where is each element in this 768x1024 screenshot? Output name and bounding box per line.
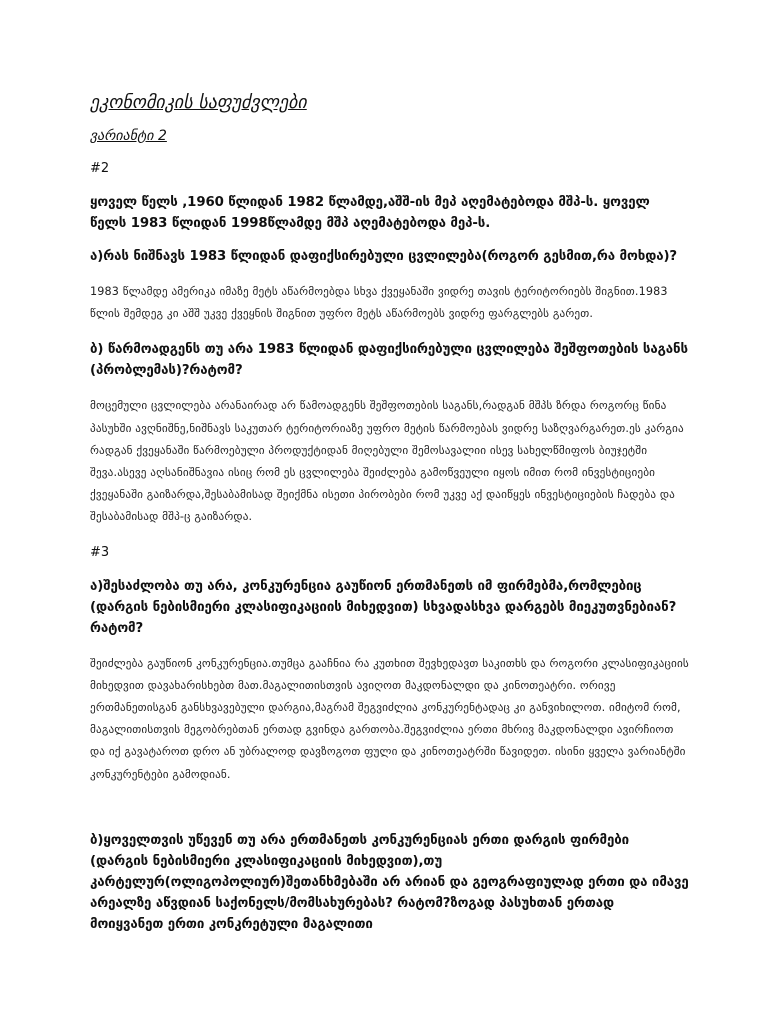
section-number: #3 [90,544,110,560]
answer-2b: მოცემული ცვლილება არანაირად არ წამოადგენს შეშფოთების საგანს,რადგან მშპს ზრდა როგორც წინა პასუხში ავღნიშნე,ნიშნავს საკუთარ ტერიტორიაზე უფრო მეტის წარმოებას ვიდრე საზღვარგარეთ.ეს კარგია რადგან ქვეყანაში წარმოებული პროდუქტიდან მიღებული შემოსავალიი ისევ სახელწმიფოს ბიუჯეტში შევა.ასევე აღსანიშნავია ისიც რომ ეს ცვლილება შეიძლება გამოწვეული იყოს იმით რომ ინვესტიციები ქვეყანაში გაიზარდა,შესაბამისად შეიქმნა ისეთი პირობები რომ უკვე აქ დაიწყეს ინვესტიციების ჩადება და შესაბამისად მშპ-ც გაიზარდა. [90,399,684,524]
section-intro: ყოველ წელს ,1960 წლიდან 1982 წლამდე,აშშ-ის მეპ აღემატებოდა მშპ-ს. ყოველ წელს 1983 წლიდან 1998წლამდე მშპ აღემატებოდა მეპ-ს. [90,195,650,231]
question-2a: ა)რას ნიშნავს 1983 წლიდან დაფიქსირებული ცვლილება(როგორ გესმით,რა მოხდა)? [90,249,678,264]
question-3b: ბ)ყოველთვის უწევენ თუ არა ერთმანეთს კონკურენციას ერთი დარგის ფირმები (დარგის ნებისმიერი კლასიფიკაციის მიხედვით),თუ კარტელურ(ოლიგოპოლიურ)შეთანხმებაში არ არიან და გეოგრაფიულად ერთი და იმავე არეალზე აწვდიან საქონელს/მომსახურებას? რატომ?ზოგად პასუხთან ერთად მოიყვანეთ ერთი კონკრეტული მაგალითი [90,832,689,932]
document-page [90,90,690,949]
document-title: ეკონომიკის საფუძვლები [90,92,307,113]
answer-3a: შეიძლება გაუწიონ კონკურენცია.თუმცა გააჩნია რა კუთხით შევხედავთ საკითხს და როგორი კლასიფიკაციის მიხედვით დავახარისხებთ მათ.მაგალითისთვის ავიღოთ მაკდონალდი და კინოთეატრი. ორივე ერთმანეთისგან განსხვავებული დარგია,მაგრამ შეგვიძლია კონკურენტადაც კი განვიხილოთ. იმიტომ რომ, მაგალითისთვის მეგობრებთან ერთად გვინდა გართობა.შეგვიძლია ერთი მხრივ მაკდონალდი ავირჩიოთ და იქ გავატაროთ დრო ან უბრალოდ დავზოგოთ ფული და კინოთეატრში წავიდეთ. ისინი ყველა ვარიანტში კონკურენტები გამოდიან. [90,656,689,781]
answer-2a: 1983 წლამდე ამერიკა იმაზე მეტს აწარმოებდა სხვა ქვეყანაში ვიდრე თავის ტერიტორიებს შიგნით.1983 წლის შემდეგ კი აშშ უკვე ქვეყნის შიგნით უფრო მეტს აწარმოებს ვიდრე ფარგლებს გარეთ. [90,285,668,321]
question-2b: ბ) წარმოადგენს თუ არა 1983 წლიდან დაფიქსირებული ცვლილება შეშფოთების საგანს (პრობლემას)?რატომ? [90,342,688,379]
question-3a: ა)შესაძლობა თუ არა, კონკურენცია გაუწიონ ერთმანეთს იმ ფირმებმა,რომლებიც (დარგის ნებისმიერი კლასიფიკაციის მიხედვით) სხვადასხვა დარგებს მიეკუთვნებიან?რატომ? [90,578,677,636]
variant-label: ვარიანტი 2 [90,128,167,144]
section-number: #2 [90,161,110,176]
